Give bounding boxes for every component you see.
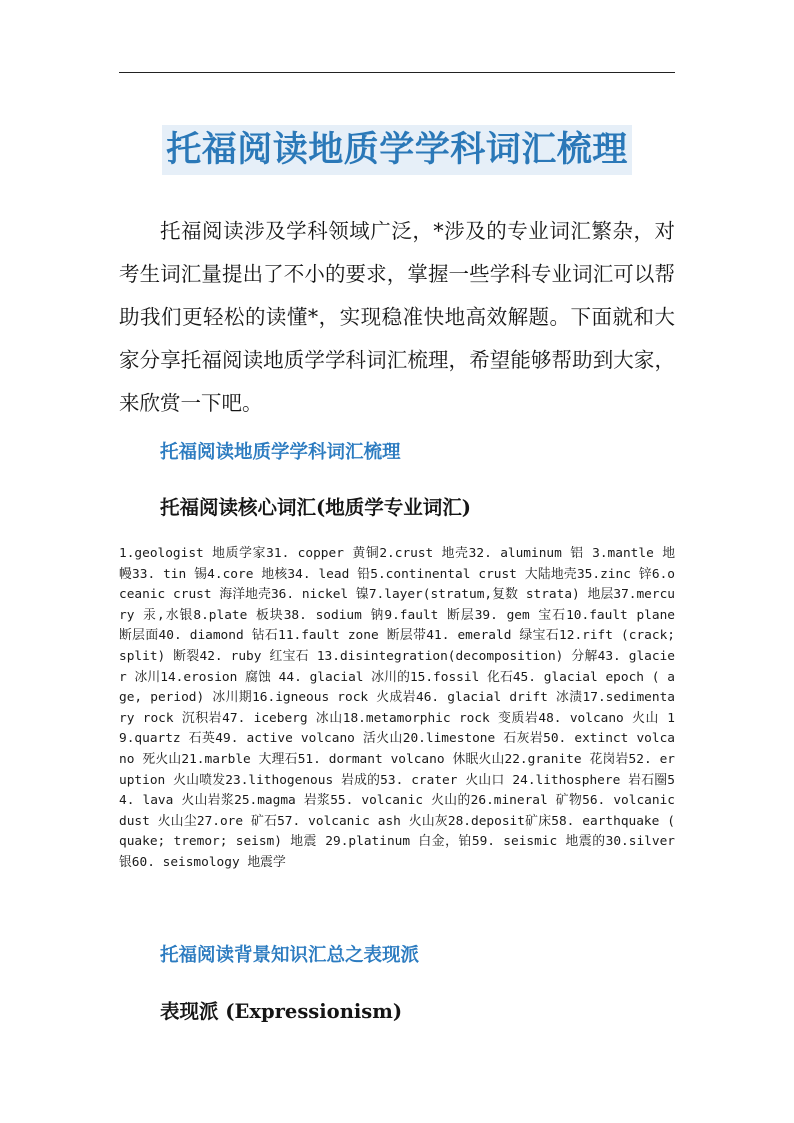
section-heading-expressionism: 托福阅读背景知识汇总之表现派 xyxy=(160,945,420,966)
document-title xyxy=(0,125,794,175)
document-title-text: 托福阅读地质学学科词汇梳理 xyxy=(162,125,632,175)
top-rule xyxy=(119,72,675,73)
vocabulary-list: 1.geologist 地质学家31. copper 黄铜2.crust 地壳32. aluminum 铝 3.mantle 地幔33. tin 锡4.core 地核34. lead 铅5.continental crust 大陆地壳35.zinc 锌6.oceanic crust 海洋地壳36. nickel 镍7.layer(stratum,复数 strata) 地层37.mercury 汞,水银8.plate 板块38. sodium 钠9.fault 断层39. gem 宝石10.fault plane 断层面40. diamond 钻石11.fault zone 断层带41. emerald 绿宝石12.rift (crack; split) 断裂42. ruby 红宝石 13.disintegration(decomposition) 分解43. glacier 冰川14.erosion 腐蚀 44. glacial 冰川的15.fossil 化石45. glacial epoch ( age, period) 冰川期16.igneous rock 火成岩46. glacial drift 冰渍17.sedimentary rock 沉积岩47. iceberg 冰山18.metamorphic rock 变质岩48. volcano 火山 19.quartz 石英49. active volcano 活火山20.limestone 石灰岩50. extinct volcano 死火山21.marble 大理石51. dormant volcano 休眠火山22.granite 花岗岩52. eruption 火山喷发23.lithogenous 岩成的53. crater 火山口 24.lithosphere 岩石圈54. lava 火山岩浆25.magma 岩浆55. volcanic 火山的26.mineral 矿物56. volcanic dust 火山尘27.ore 矿石57. volcanic ash 火山灰28.deposit矿床58. earthquake ( quake; tremor; seism) 地震 29.platinum 白金，铂59. seismic 地震的30.silver 银60. seismology 地震学 xyxy=(119,546,675,870)
intro-paragraph: 托福阅读涉及学科领域广泛，*涉及的专业词汇繁杂，对考生词汇量提出了不小的要求，掌握一些学科专业词汇可以帮助我们更轻松的读懂*，实现稳准快地高效解题。下面就和大家分享托福阅读地质学学科词汇梳理，希望能够帮助到大家，来欣赏一下吧。 xyxy=(119,219,675,415)
subheading-core-vocabulary: 托福阅读核心词汇(地质学专业词汇) xyxy=(160,496,471,519)
subheading-expressionism: 表现派 (Expressionism) xyxy=(160,1000,403,1023)
section-heading-vocabulary: 托福阅读地质学学科词汇梳理 xyxy=(160,442,401,463)
